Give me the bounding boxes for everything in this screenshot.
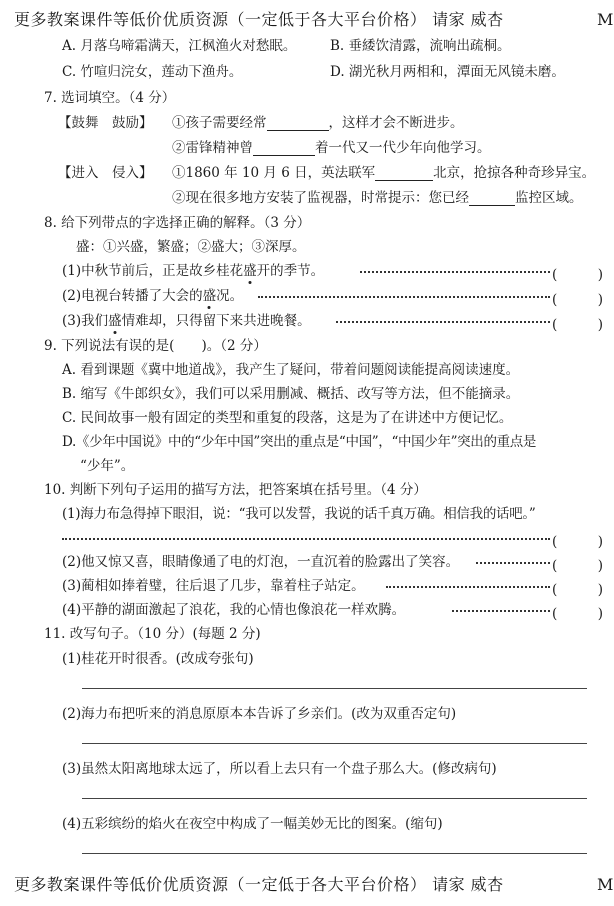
q7-blank[interactable] xyxy=(375,167,433,181)
q8-definitions: 盛：①兴盛，繁盛；②盛大；③深厚。 xyxy=(76,239,306,255)
q7-g1-sentence1: ①孩子需要经常 ，这样才会不断进步。 xyxy=(172,115,464,131)
q10-answer-paren-1[interactable]: ( ) xyxy=(552,534,604,550)
q11-answer-line-1[interactable] xyxy=(82,688,587,689)
q8-answer-paren-1[interactable]: ( ) xyxy=(552,267,604,283)
q11-item1: (1)桂花开时很香。(改成夸张句) xyxy=(62,651,254,667)
q7-g1-sentence2: ②雷锋精神曾 着一代又一代少年向他学习。 xyxy=(172,140,491,156)
q10-title: 10. 判断下列句子运用的描写方法，把答案填在括号里。（4 分） xyxy=(44,482,427,498)
q10-answer-paren-3[interactable]: ( ) xyxy=(552,582,604,598)
q10-sentence2: (2)他又惊又喜，眼睛像通了电的灯泡，一直沉着的脸露出了笑容。 xyxy=(62,554,460,570)
q11-item2: (2)海力布把听来的消息原原本本告诉了乡亲们。(改为双重否定句) xyxy=(62,706,457,722)
q11-answer-line-2[interactable] xyxy=(82,743,587,744)
q10-answer-paren-2[interactable]: ( ) xyxy=(552,558,604,574)
q10-leader-dots xyxy=(452,610,550,612)
q7-g2-sentence1: ①1860 年 10 月 6 日，英法联军 北京，抢掠各种奇珍异宝。 xyxy=(172,165,596,181)
q8-sentence2: (2)电视台转播了大会的盛况。 xyxy=(62,288,244,304)
q11-item4: (4)五彩缤纷的焰火在夜空中构成了一幅美妙无比的图案。(缩句) xyxy=(62,816,443,832)
q9-option-b: B. 缩写《牛郎织女》，我们可以采用删减、概括、改写等方法，但不能摘录。 xyxy=(62,386,520,402)
q6-option-d: D. 湖光秋月两相和，潭面无风镜未磨。 xyxy=(330,64,565,80)
q8-sentence1: (1)中秋节前后，正是故乡桂花盛开的季节。 xyxy=(62,263,325,279)
header-right-mark: M xyxy=(597,10,614,29)
q11-answer-line-4[interactable] xyxy=(82,853,587,854)
q10-sentence4: (4)平静的湖面激起了浪花，我的心情也像浪花一样欢腾。 xyxy=(62,602,406,618)
q10-sentence1: (1)海力布急得掉下眼泪，说：“我可以发誓，我说的话千真万确。相信我的话吧。” xyxy=(62,506,536,522)
q9-option-d-line2: “少年”。 xyxy=(80,458,135,474)
q10-leader-dots xyxy=(386,586,550,588)
q7-blank[interactable] xyxy=(253,142,315,156)
q8-answer-paren-3[interactable]: ( ) xyxy=(552,317,604,333)
q6-option-b: B. 垂緌饮清露，流响出疏桐。 xyxy=(330,38,511,54)
q9-option-a: A. 看到课题《冀中地道战》，我产生了疑问，带着问题阅读能提高阅读速度。 xyxy=(62,362,520,378)
q9-option-d-line1: D.《少年中国说》中的“少年中国”突出的重点是“中国”，“中国少年”突出的重点是 xyxy=(62,434,537,450)
footer-banner: 更多教案课件等低价优质资源（一定低于各大平台价格） 请家 威杏 xyxy=(14,875,504,894)
q11-answer-line-3[interactable] xyxy=(82,798,587,799)
q6-option-a: A. 月落乌啼霜满天，江枫渔火对愁眠。 xyxy=(62,38,297,54)
q9-title: 9. 下列说法有误的是( )。（2 分） xyxy=(44,338,267,354)
q7-group2-words: 【进入 侵入】 xyxy=(58,165,153,181)
q10-answer-paren-4[interactable]: ( ) xyxy=(552,606,604,622)
q8-sentence3: (3)我们盛情难却，只得留下来共进晚餐。 xyxy=(62,313,311,329)
q6-option-c: C. 竹喧归浣女，莲动下渔舟。 xyxy=(62,64,243,80)
q8-leader-dots xyxy=(258,296,550,298)
q7-g2-sentence2: ②现在很多地方安装了监视器，时常提示：您已经 监控区域。 xyxy=(172,190,583,206)
header-banner: 更多教案课件等低价优质资源（一定低于各大平台价格） 请家 威杏 xyxy=(14,10,504,29)
q7-title: 7. 选词填空。（4 分） xyxy=(44,90,176,106)
q11-item3: (3)虽然太阳离地球太远了，所以看上去只有一个盘子那么大。(修改病句) xyxy=(62,761,497,777)
q7-blank[interactable] xyxy=(469,192,515,206)
q8-answer-paren-2[interactable]: ( ) xyxy=(552,292,604,308)
q8-leader-dots xyxy=(360,271,550,273)
q7-blank[interactable] xyxy=(267,117,329,131)
q10-leader-dots xyxy=(62,538,550,540)
q10-leader-dots xyxy=(476,562,550,564)
q11-title: 11. 改写句子。（10 分）(每题 2 分) xyxy=(44,626,261,642)
q9-option-c: C. 民间故事一般有固定的类型和重复的段落，这是为了在讲述中方便记忆。 xyxy=(62,410,513,426)
q10-sentence3: (3)蔺相如捧着璧，往后退了几步，靠着柱子站定。 xyxy=(62,578,365,594)
q8-leader-dots xyxy=(336,321,550,323)
footer-right-mark: M xyxy=(597,875,614,894)
q7-group1-words: 【鼓舞 鼓励】 xyxy=(58,115,153,131)
q8-title: 8. 给下列带点的字选择正确的解释。（3 分） xyxy=(44,215,311,231)
